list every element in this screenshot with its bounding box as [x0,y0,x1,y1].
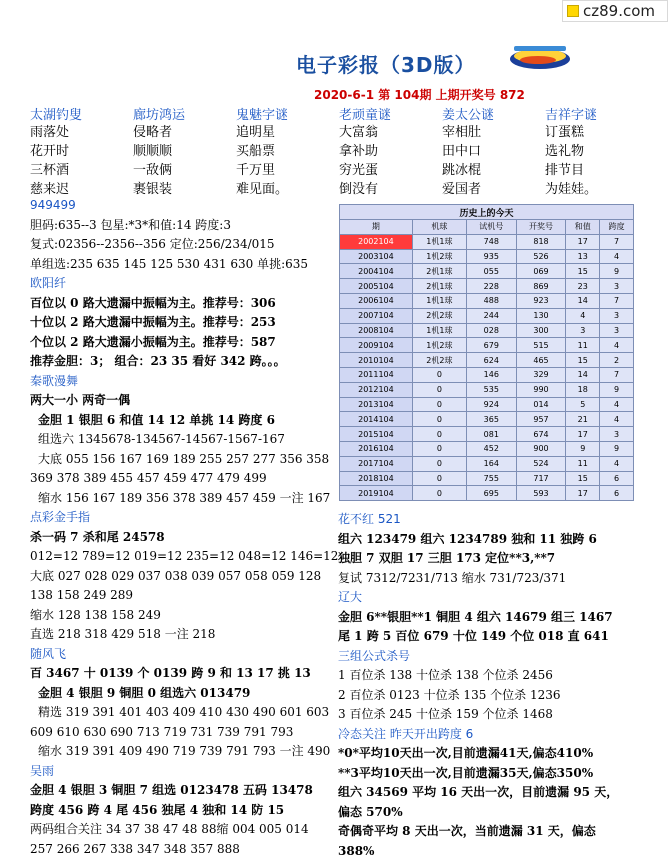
table-cell: 818 [516,234,566,249]
table-row [340,323,634,338]
table-cell: 4 [600,412,634,427]
riddle-text: 裹银装 [133,180,236,199]
table-cell: 028 [466,323,516,338]
table-cell: 957 [516,412,566,427]
table-cell: 17 [566,427,600,442]
text-line: 胆码:635--3 包星:*3*和值:14 跨度:3 [30,216,335,236]
table-row [340,382,634,397]
riddle-text: 三杯酒 [30,161,133,180]
text-line: 百 3467 十 0139 个 0139 跨 9 和 13 17 挑 13 [30,664,335,684]
riddle-text: 拿补助 [339,142,442,161]
text-line: 百位以 0 路大遗漏中振幅为主。推荐号：306 [30,294,335,314]
table-cell: 11 [566,456,600,471]
table-cell: 18 [566,382,600,397]
text-line: 2 百位杀 0123 十位杀 135 个位杀 1236 [338,686,663,706]
table-row [340,486,634,501]
riddle-text: 排节目 [545,161,648,180]
table-cell: 244 [466,308,516,323]
table-cell: 1机1球 [412,293,466,308]
riddle-text: 难见面。 [236,180,339,199]
text-line: 独胆 7 双胆 17 三胆 173 定位**3,**7 [338,549,663,569]
table-cell: 329 [516,367,566,382]
table-cell: 452 [466,441,516,456]
history-body [340,234,634,500]
riddle-text: 顺顺顺 [133,142,236,161]
table-row [340,427,634,442]
riddle-author: 老顽童谜 [339,104,442,123]
text-line: 金胆 1 银胆 6 和值 14 12 单挑 14 跨度 6 [30,411,335,431]
table-cell: 365 [466,412,516,427]
table-cell: 465 [516,353,566,368]
text-line: 组六 34569 平均 16 天出一次，目前遗漏 95 天， [338,783,663,803]
text-line: 两码组合关注 34 37 38 47 48 88缩 004 005 014 [30,820,335,840]
table-cell: 488 [466,293,516,308]
table-cell: 055 [466,264,516,279]
table-cell: 300 [516,323,566,338]
table-cell: 4 [600,456,634,471]
table-cell: 4 [600,338,634,353]
riddle-text: 为娃娃。 [545,180,648,199]
left-column [30,196,335,859]
section-heading: 花不红 521 [338,510,663,530]
table-cell: 526 [516,249,566,264]
table-cell: 9 [600,382,634,397]
table-row [340,279,634,294]
table-cell: 4 [600,397,634,412]
table-cell: 3 [600,427,634,442]
text-line: 大底 055 156 167 169 189 255 257 277 356 358 [30,450,335,470]
riddle-text: 跳冰棍 [442,161,545,180]
text-line: 组选六 1345678-134567-14567-1567-167 [30,430,335,450]
table-cell: 593 [516,486,566,501]
table-cell: 3 [600,279,634,294]
history-col-header: 期 [340,220,413,235]
table-cell: 2005104 [340,279,413,294]
table-cell: 2016104 [340,441,413,456]
table-cell: 4 [566,308,600,323]
table-cell: 3 [600,323,634,338]
table-cell: 164 [466,456,516,471]
riddle-text: 一敌俩 [133,161,236,180]
table-cell: 9 [600,441,634,456]
section-heading: 随风飞 [30,645,335,665]
text-line: 奇偶奇平均 8 天出一次，当前遗漏 31 天，偏态 [338,822,663,842]
text-line: 369 378 389 455 457 459 477 479 499 [30,469,335,489]
table-cell: 014 [516,397,566,412]
table-cell: 2机1球 [412,264,466,279]
text-line: 跨度 456 跨 4 尾 456 独尾 4 独和 14 防 15 [30,801,335,821]
table-cell: 15 [566,264,600,279]
table-cell: 679 [466,338,516,353]
table-cell: 7 [600,293,634,308]
riddle-text: 订蛋糕 [545,123,648,142]
table-cell: 6 [600,471,634,486]
table-cell: 228 [466,279,516,294]
table-cell: 14 [566,293,600,308]
section-heading: 吴雨 [30,762,335,782]
table-cell: 2003104 [340,249,413,264]
table-cell: 924 [466,397,516,412]
text-line: 偏态 570% [338,803,663,823]
history-col-header: 跨度 [600,220,634,235]
riddle-author: 鬼魅字谜 [236,104,339,123]
table-cell: 990 [516,382,566,397]
table-cell: 5 [566,397,600,412]
text-line: 138 158 249 289 [30,586,335,606]
table-cell: 3 [600,308,634,323]
table-row [340,353,634,368]
text-line: 直选 218 318 429 518 一注 218 [30,625,335,645]
riddle-row [30,142,650,161]
table-row [340,249,634,264]
riddle-author: 吉祥字谜 [545,104,648,123]
table-cell: 2002104 [340,234,413,249]
table-row [340,471,634,486]
table-cell: 1机2球 [412,338,466,353]
table-cell: 900 [516,441,566,456]
table-cell: 535 [466,382,516,397]
text-line: 大底 027 028 029 037 038 039 057 058 059 128 [30,567,335,587]
table-cell: 0 [412,456,466,471]
issue-line: 2020-6-1 第 104期 上期开奖号 872 [314,86,525,103]
right-column [338,510,663,861]
text-line: 个位以 2 路大遗漏小振幅为主。推荐号：587 [30,333,335,353]
riddle-text: 侵略者 [133,123,236,142]
table-cell: 2006104 [340,293,413,308]
table-cell: 4 [600,249,634,264]
riddle-text: 追明星 [236,123,339,142]
table-cell: 2011104 [340,367,413,382]
text-line: 组六 123479 组六 1234789 独和 11 独跨 6 [338,530,663,550]
history-col-header: 和值 [566,220,600,235]
riddle-text: 田中口 [442,142,545,161]
riddle-author: 太湖钓叟 [30,104,133,123]
text-line: 012=12 789=12 019=12 235=12 048=12 146=12 [30,547,335,567]
table-cell: 869 [516,279,566,294]
table-row [340,234,634,249]
text-line: 金胆 6**银胆**1 铜胆 4 组六 14679 组三 1467 [338,608,663,628]
history-table [339,204,634,501]
section-heading: 冷态关注 昨天开出跨度 6 [338,725,663,745]
riddle-text: 选礼物 [545,142,648,161]
table-cell: 7 [600,367,634,382]
history-col-header: 开奖号 [516,220,566,235]
table-cell: 0 [412,441,466,456]
riddle-tips-body [30,123,650,199]
table-row [340,412,634,427]
riddle-tips [30,104,650,199]
text-line: 257 266 267 338 347 348 357 888 [30,840,335,860]
logo-icon [508,42,572,72]
table-cell: 146 [466,367,516,382]
history-caption: 历史上的今天 [340,205,634,220]
table-cell: 11 [566,338,600,353]
table-cell: 0 [412,412,466,427]
table-cell: 2015104 [340,427,413,442]
section-heading: 949499 [30,196,335,216]
table-cell: 21 [566,412,600,427]
text-line: 两大一小 两奇一偶 [30,391,335,411]
table-row [340,308,634,323]
table-cell: 130 [516,308,566,323]
text-line: **3平均10天出一次,目前遗漏35天,偏态350% [338,764,663,784]
riddle-tips-header [30,104,650,123]
riddle-text: 雨落处 [30,123,133,142]
table-cell: 0 [412,367,466,382]
table-cell: 2 [600,353,634,368]
riddle-text: 大富翁 [339,123,442,142]
riddle-text: 千万里 [236,161,339,180]
text-line: 缩水 156 167 189 356 378 389 457 459 一注 167 [30,489,335,509]
table-cell: 6 [600,486,634,501]
table-row [340,367,634,382]
table-cell: 1机1球 [412,234,466,249]
table-cell: 524 [516,456,566,471]
text-line: 金胆 4 银胆 3 铜胆 7 组选 0123478 五码 13478 [30,781,335,801]
riddle-text: 倒没有 [339,180,442,199]
table-cell: 0 [412,486,466,501]
riddle-row [30,123,650,142]
riddle-text: 穷光蛋 [339,161,442,180]
table-row [340,456,634,471]
table-cell: 2010104 [340,353,413,368]
text-line: 金胆 4 银胆 9 铜胆 0 组选六 013479 [30,684,335,704]
text-line: 缩水 319 391 409 490 719 739 791 793 一注 490 [30,742,335,762]
text-line: 推荐金胆：3； 组合：23 35 看好 342 跨。。。 [30,352,335,372]
table-cell: 13 [566,249,600,264]
text-line: 复式:02356--2356--356 定位:256/234/015 [30,235,335,255]
history-col-header: 试机号 [466,220,516,235]
table-cell: 0 [412,382,466,397]
table-cell: 2013104 [340,397,413,412]
table-cell: 0 [412,471,466,486]
table-cell: 755 [466,471,516,486]
history-col-header: 机球 [412,220,466,235]
riddle-text: 爱国者 [442,180,545,199]
riddle-row [30,161,650,180]
table-cell: 9 [566,441,600,456]
table-cell: 935 [466,249,516,264]
table-cell: 17 [566,486,600,501]
table-cell: 624 [466,353,516,368]
table-row [340,264,634,279]
table-cell: 2007104 [340,308,413,323]
table-cell: 2机2球 [412,353,466,368]
section-heading: 点彩金手指 [30,508,335,528]
riddle-text: 买船票 [236,142,339,161]
text-line: 杀一码 7 杀和尾 24578 [30,528,335,548]
riddle-author: 姜太公谜 [442,104,545,123]
table-cell: 2017104 [340,456,413,471]
table-cell: 9 [600,264,634,279]
text-line: 尾 1 跨 5 百位 679 十位 149 个位 018 直 641 [338,627,663,647]
text-line: 单组选:235 635 145 125 530 431 630 单挑:635 [30,255,335,275]
table-cell: 2014104 [340,412,413,427]
text-line: 复试 7312/7231/713 缩水 731/723/371 [338,569,663,589]
watermark-square-icon [567,5,579,17]
section-heading: 欧阳纤 [30,274,335,294]
riddle-text: 花开时 [30,142,133,161]
section-heading: 三组公式杀号 [338,647,663,667]
text-line: 精选 319 391 401 403 409 410 430 490 601 603 [30,703,335,723]
table-cell: 0 [412,427,466,442]
section-heading: 辽大 [338,588,663,608]
watermark-text: cz89.com [583,2,655,20]
table-row [340,338,634,353]
table-cell: 2012104 [340,382,413,397]
table-cell: 15 [566,353,600,368]
table-cell: 2004104 [340,264,413,279]
table-cell: 23 [566,279,600,294]
table-cell: 15 [566,471,600,486]
history-columns [340,220,634,235]
table-cell: 748 [466,234,516,249]
text-line: 388% [338,842,663,861]
text-line: *0*平均10天出一次,目前遗漏41天,偏态410% [338,744,663,764]
table-cell: 2009104 [340,338,413,353]
section-heading: 秦歌漫舞 [30,372,335,392]
text-line: 609 610 630 690 713 719 731 739 791 793 [30,723,335,743]
table-cell: 515 [516,338,566,353]
table-cell: 0 [412,397,466,412]
table-cell: 923 [516,293,566,308]
table-cell: 695 [466,486,516,501]
table-cell: 7 [600,234,634,249]
watermark-badge [562,0,668,22]
table-cell: 3 [566,323,600,338]
riddle-author: 廊坊鸿运 [133,104,236,123]
table-row [340,441,634,456]
table-cell: 717 [516,471,566,486]
text-line: 1 百位杀 138 十位杀 138 个位杀 2456 [338,666,663,686]
table-cell: 1机2球 [412,249,466,264]
table-cell: 2018104 [340,471,413,486]
table-cell: 2机1球 [412,279,466,294]
table-row [340,293,634,308]
table-cell: 674 [516,427,566,442]
table-cell: 1机1球 [412,323,466,338]
table-cell: 069 [516,264,566,279]
table-cell: 081 [466,427,516,442]
riddle-text: 慈来迟 [30,180,133,199]
riddle-text: 宰相肚 [442,123,545,142]
text-line: 3 百位杀 245 十位杀 159 个位杀 1468 [338,705,663,725]
table-cell: 17 [566,234,600,249]
table-cell: 2机2球 [412,308,466,323]
table-cell: 2019104 [340,486,413,501]
text-line: 缩水 128 138 158 249 [30,606,335,626]
table-cell: 2008104 [340,323,413,338]
page-title: 电子彩报（3D版） [296,49,476,78]
table-cell: 14 [566,367,600,382]
text-line: 十位以 2 路大遗漏中振幅为主。推荐号：253 [30,313,335,333]
table-row [340,397,634,412]
